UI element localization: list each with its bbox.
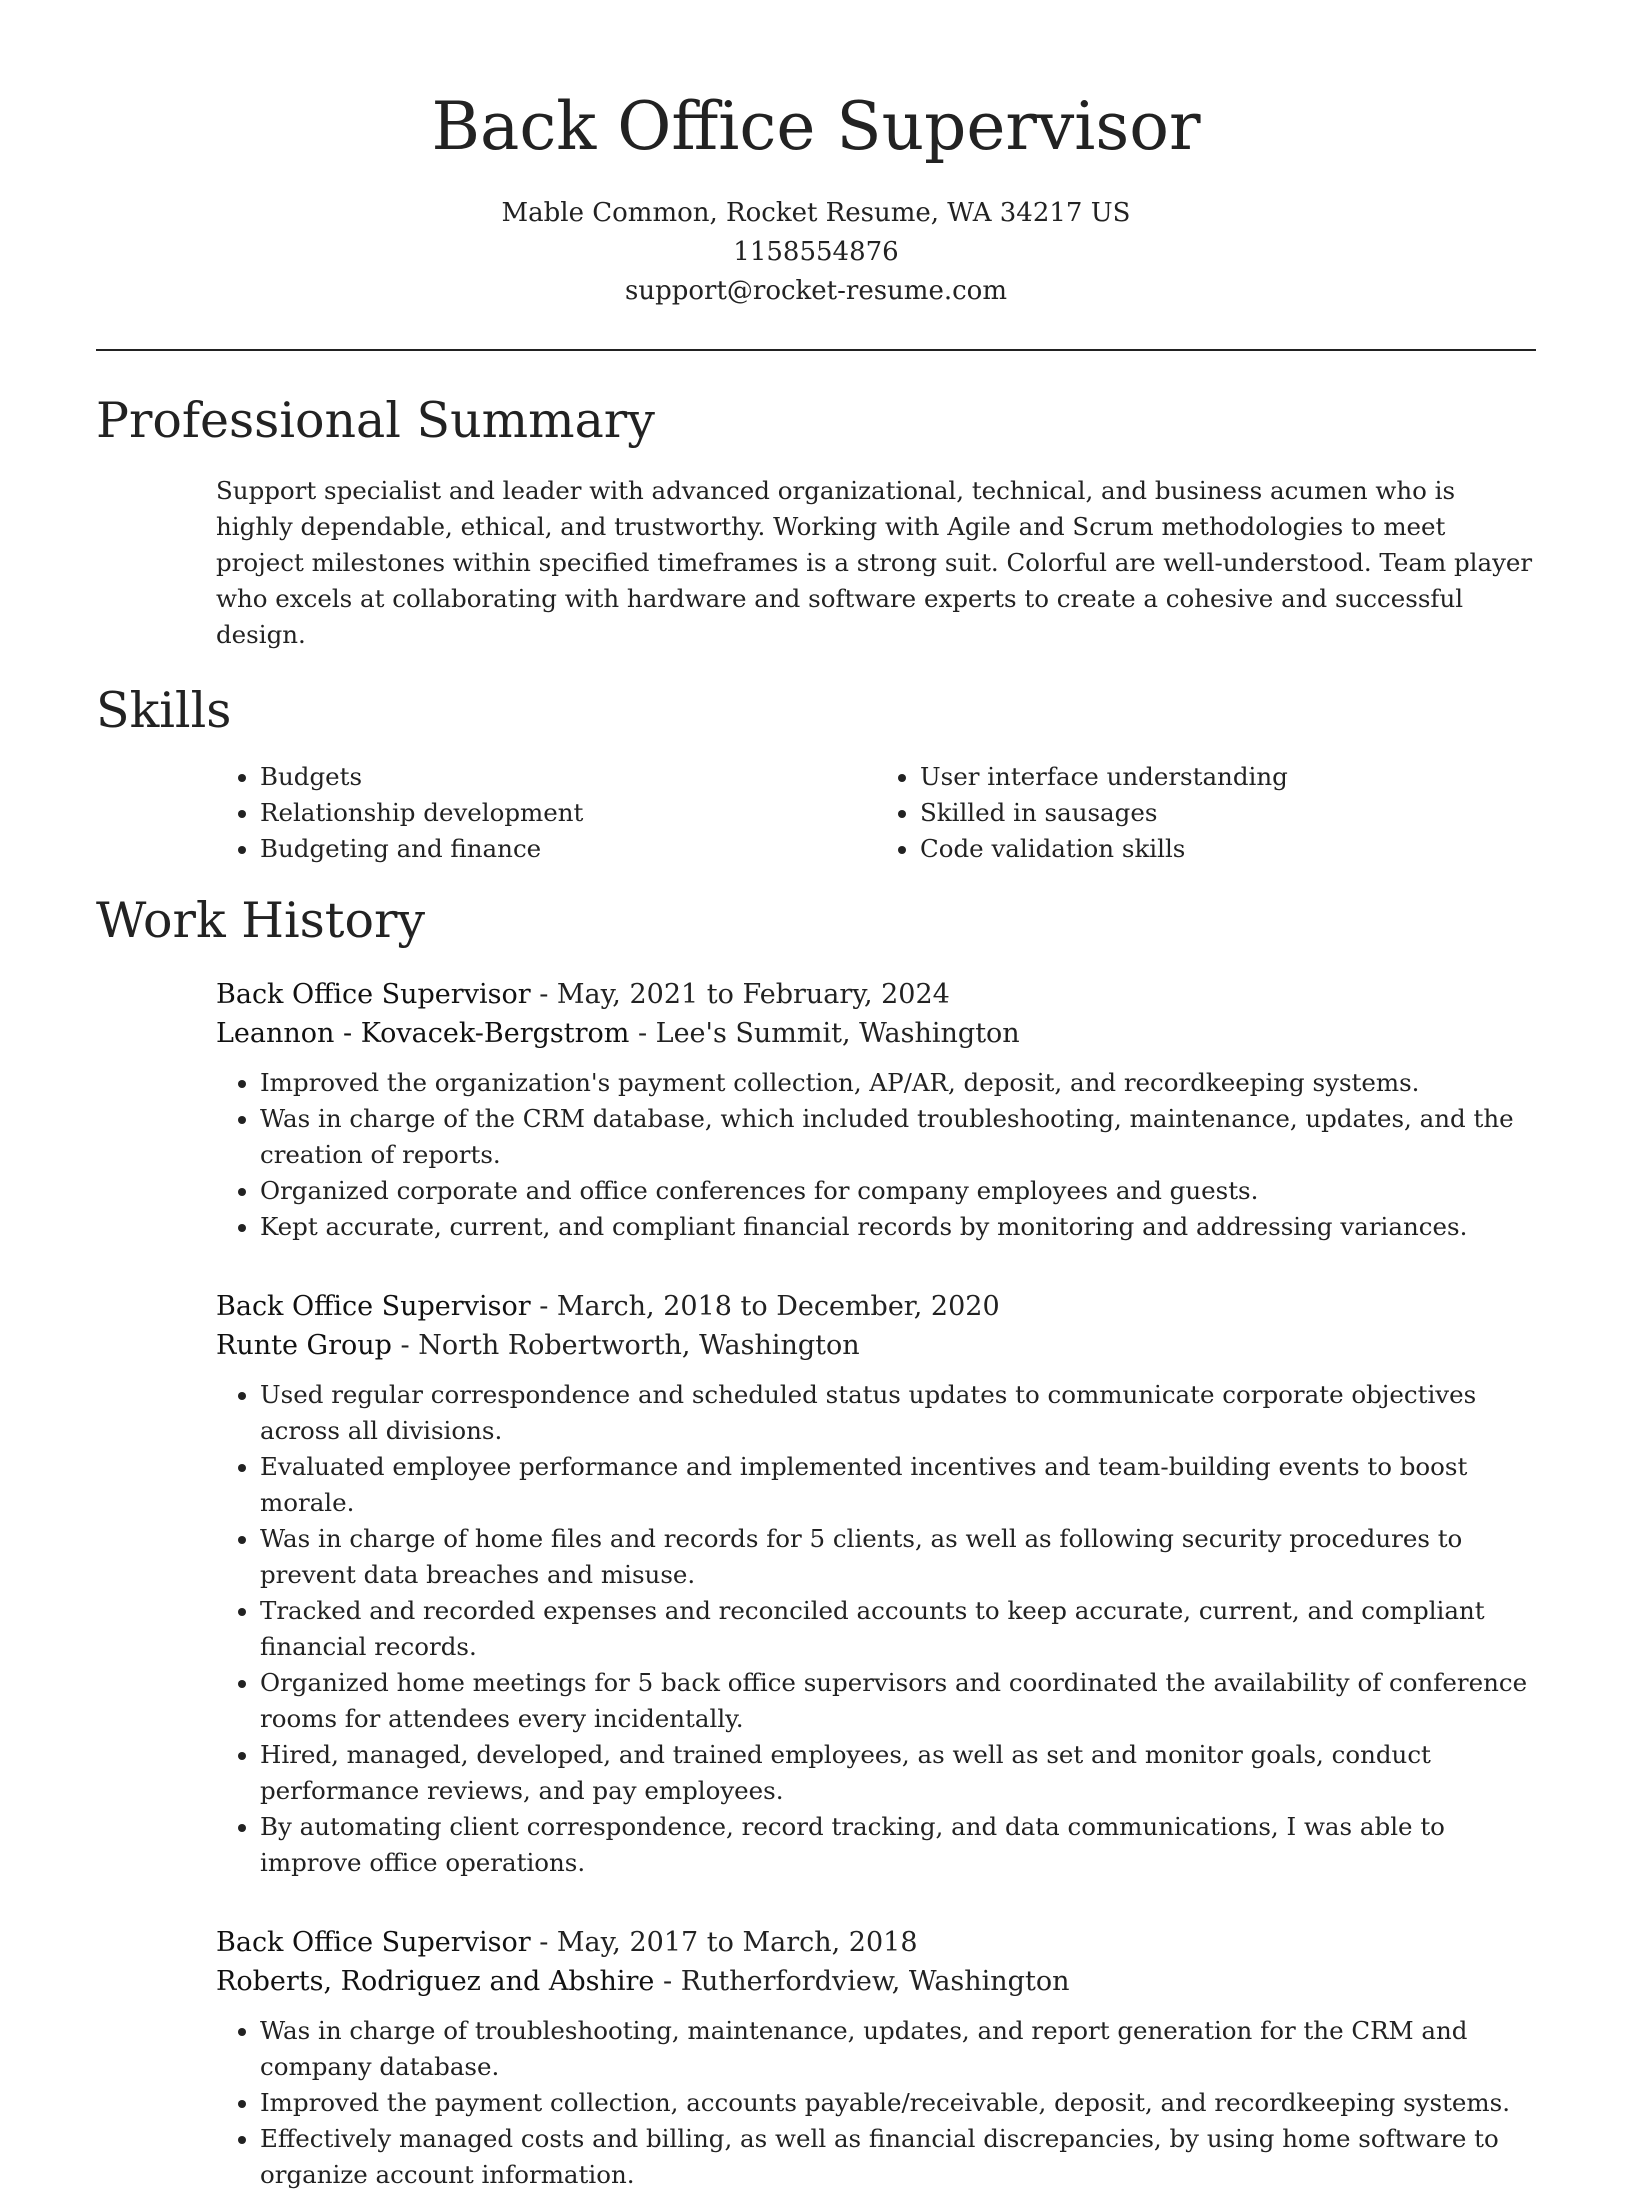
job-dates: - May, 2017 to March, 2018 bbox=[530, 1927, 918, 1958]
job-company: Leannon - Kovacek-Bergstrom bbox=[216, 1018, 630, 1049]
email: support@rocket-resume.com bbox=[624, 276, 1007, 306]
job-bullet: • By automating client correspondence, record tracking, and data communications, I was able to improve office operations. bbox=[260, 1809, 1536, 1881]
job-company: Roberts, Rodriguez and Abshire bbox=[216, 1966, 655, 1997]
skill-item: • Code validation skills bbox=[920, 831, 1536, 867]
resume-header bbox=[96, 0, 1536, 311]
job-title-line bbox=[216, 1287, 1536, 1326]
work-history-section bbox=[96, 889, 1536, 2193]
job-bullet: • Improved the organization's payment collection, AP/AR, deposit, and recordkeeping systems. bbox=[260, 1065, 1536, 1101]
contact-info bbox=[96, 194, 1536, 311]
job-entry bbox=[216, 975, 1536, 1245]
job-bullets bbox=[216, 1065, 1536, 1245]
job-role: Back Office Supervisor bbox=[216, 979, 531, 1010]
job-bullets bbox=[216, 1377, 1536, 1881]
job-title-line bbox=[216, 1923, 1536, 1962]
job-bullet: • Was in charge of troubleshooting, maintenance, updates, and report generation for the CRM and company database. bbox=[260, 2013, 1536, 2085]
summary-heading: Professional Summary bbox=[96, 392, 655, 449]
job-bullets bbox=[216, 2013, 1536, 2193]
job-bullet: • Used regular correspondence and scheduled status updates to communicate corporate objectives across all divisions. bbox=[260, 1377, 1536, 1449]
job-location: - Lee's Summit, Washington bbox=[629, 1018, 1020, 1049]
job-company-line bbox=[216, 1014, 1536, 1053]
skills-grid bbox=[216, 759, 1536, 867]
summary-section bbox=[96, 389, 1536, 653]
job-dates: - May, 2021 to February, 2024 bbox=[530, 979, 950, 1010]
address: Mable Common, Rocket Resume, WA 34217 US bbox=[501, 198, 1131, 228]
job-bullet: • Evaluated employee performance and implemented incentives and team-building events to boost morale. bbox=[260, 1449, 1536, 1521]
candidate-name: Back Office Supervisor bbox=[431, 88, 1201, 165]
job-bullet: • Organized home meetings for 5 back office supervisors and coordinated the availability of conference rooms for attendees every incidentally. bbox=[260, 1665, 1536, 1737]
job-bullet: • Was in charge of home files and records for 5 clients, as well as following security procedures to prevent data breaches and misuse. bbox=[260, 1521, 1536, 1593]
job-bullet: • Kept accurate, current, and compliant financial records by monitoring and addressing variances. bbox=[260, 1209, 1536, 1245]
job-bullet: • Improved the payment collection, accounts payable/receivable, deposit, and recordkeeping systems. bbox=[260, 2085, 1536, 2121]
job-company-line bbox=[216, 1962, 1536, 2001]
skill-item: • User interface understanding bbox=[920, 759, 1536, 795]
job-company: Runte Group bbox=[216, 1330, 392, 1361]
job-title-line bbox=[216, 975, 1536, 1014]
header-divider bbox=[96, 349, 1536, 351]
job-role: Back Office Supervisor bbox=[216, 1927, 531, 1958]
job-role: Back Office Supervisor bbox=[216, 1291, 531, 1322]
job-bullet: • Was in charge of the CRM database, which included troubleshooting, maintenance, updates, and the creation of reports. bbox=[260, 1101, 1536, 1173]
summary-text: Support specialist and leader with advanced organizational, technical, and business acumen who is highly dependable, ethical, and trustworthy. Working with Agile and Scrum methodologies to meet project milestones within specified timeframes is a strong suit. Colorful are well-understood. Team player who excels at collaborating with hardware and software experts to create a cohesive and successful design. bbox=[216, 476, 1533, 649]
job-entry bbox=[216, 1923, 1536, 2193]
skill-item: • Budgeting and finance bbox=[260, 831, 876, 867]
job-bullet: • Hired, managed, developed, and trained employees, as well as set and monitor goals, conduct performance reviews, and pay employees. bbox=[260, 1737, 1536, 1809]
skill-item: • Relationship development bbox=[260, 795, 876, 831]
job-bullet: • Effectively managed costs and billing, as well as financial discrepancies, by using home software to organize account information. bbox=[260, 2121, 1536, 2193]
skills-list-right bbox=[876, 759, 1536, 867]
job-dates: - March, 2018 to December, 2020 bbox=[530, 1291, 1000, 1322]
job-location: - North Robertworth, Washington bbox=[391, 1330, 860, 1361]
skill-item: • Skilled in sausages bbox=[920, 795, 1536, 831]
skill-item: • Budgets bbox=[260, 759, 876, 795]
skills-heading: Skills bbox=[96, 682, 232, 739]
skills-list-left bbox=[216, 759, 876, 867]
job-bullet: • Organized corporate and office conferences for company employees and guests. bbox=[260, 1173, 1536, 1209]
job-bullet: • Tracked and recorded expenses and reconciled accounts to keep accurate, current, and compliant financial records. bbox=[260, 1593, 1536, 1665]
job-company-line bbox=[216, 1326, 1536, 1365]
phone: 1158554876 bbox=[733, 237, 899, 267]
job-location: - Rutherfordview, Washington bbox=[654, 1966, 1070, 1997]
work-history-heading: Work History bbox=[96, 892, 426, 949]
skills-section bbox=[96, 679, 1536, 867]
job-entry bbox=[216, 1287, 1536, 1881]
